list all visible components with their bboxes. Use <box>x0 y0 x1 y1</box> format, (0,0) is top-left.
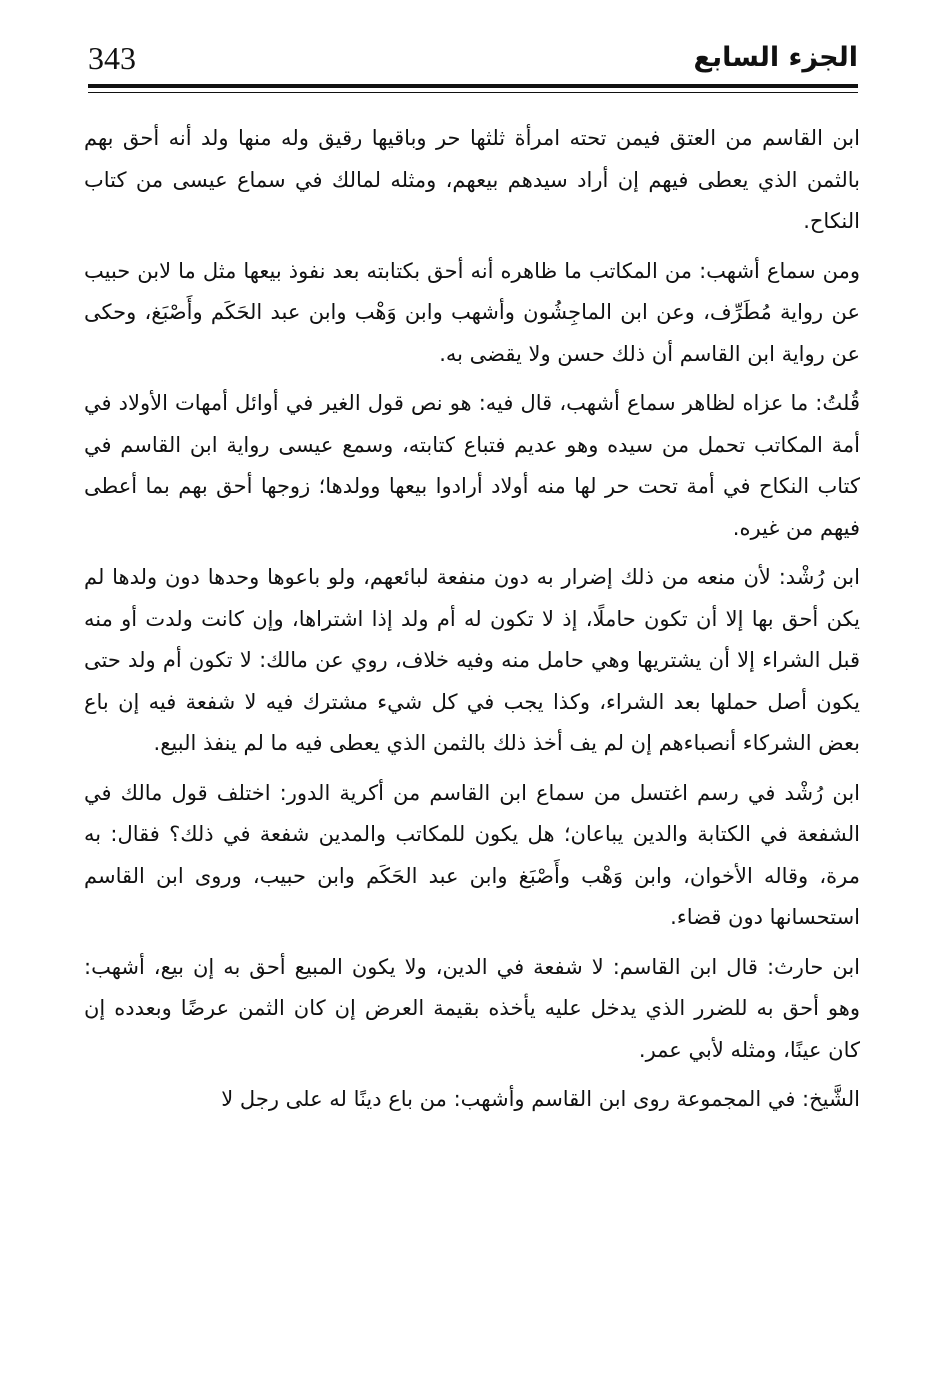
page-number: 343 <box>88 40 136 76</box>
paragraph: ومن سماع أشهب: من المكاتب ما ظاهره أنه أحق بكتابته بعد نفوذ بيعها مثل ما لابن حبيب عن رواية مُطَرِّف، وعن ابن الماجِشُون وأشهب وابن وَهْب وابن عبد الحَكَم وأَصْبَغ، وحكى عن رواية ابن القاسم أن ذلك حسن ولا يقضى به. <box>84 258 860 366</box>
header-rule-thin <box>88 92 858 93</box>
header-rule-thick <box>88 84 858 88</box>
paragraph: ابن القاسم من العتق فيمن تحته امرأة ثلثها حر وباقيها رقيق وله منها ولد أنه أحق بهم بالثمن الذي يعطى فيهم إن أراد سيدهم بيعهم، ومثله لمالك في سماع عيسى من كتاب النكاح. <box>84 126 860 233</box>
page-header <box>88 38 858 78</box>
paragraph: الشَّيخ: في المجموعة روى ابن القاسم وأشهب: من باع دينًا له على رجل لا <box>221 1087 860 1111</box>
paragraph: قُلتُ: ما عزاه لظاهر سماع أشهب، قال فيه: هو نص قول الغير في أوائل أمهات الأولاد في أمة المكاتب تحمل من سيده وهو عديم فتباع كتابته، وسمع عيسى رواية ابن القاسم في كتاب النكاح في أمة تحت حر لها منه أولاد أرادوا بيعها وولدها؛ زوجها أحق بهم بما أعطى فيهم من غيره. <box>84 391 860 540</box>
paragraph: ابن رُشْد: لأن منعه من ذلك إضرار به دون منفعة لبائعهم، ولو باعوها وحدها دون ولدها لم يكن أحق بها إلا أن تكون حاملًا، إذ لا تكون له أم ولد إذا اشتراها، وإن كانت ولدت أو منه قبل الشراء إلا أن يشتريها وهي حامل منه وفيه خلاف، روي عن مالك: لا تكون أم ولد حتى يكون أصل حملها بعد الشراء، وكذا يجب في كل شيء مشترك فيه لا شفعة فيه إن باع بعض الشركاء أنصباءهم إن لم يف أخذ ذلك بالثمن الذي يعطى فيه ما لم ينفذ البيع. <box>84 565 860 755</box>
main-text <box>84 118 860 1129</box>
paragraph: ابن رُشْد في رسم اغتسل من سماع ابن القاسم من أكرية الدور: اختلف قول مالك في الشفعة في الكتابة والدين يباعان؛ هل يكون للمكاتب والمدين شفعة في ذلك؟ فقال: به مرة، وقاله الأخوان، وابن وَهْب وأَصْبَغ وابن عبد الحَكَم وابن حبيب، وروى ابن القاسم استحسانها دون قضاء. <box>84 780 860 929</box>
paragraph: ابن حارث: قال ابن القاسم: لا شفعة في الدين، ولا يكون المبيع أحق به إن بيع، أشهب: وهو أحق به للضرر الذي يدخل عليه يأخذه بقيمة العرض إن كان الثمن عرضًا وبعدده إن كان عينًا، ومثله لأبي عمر. <box>84 954 860 1062</box>
running-title: الجزء السابع <box>693 42 858 73</box>
